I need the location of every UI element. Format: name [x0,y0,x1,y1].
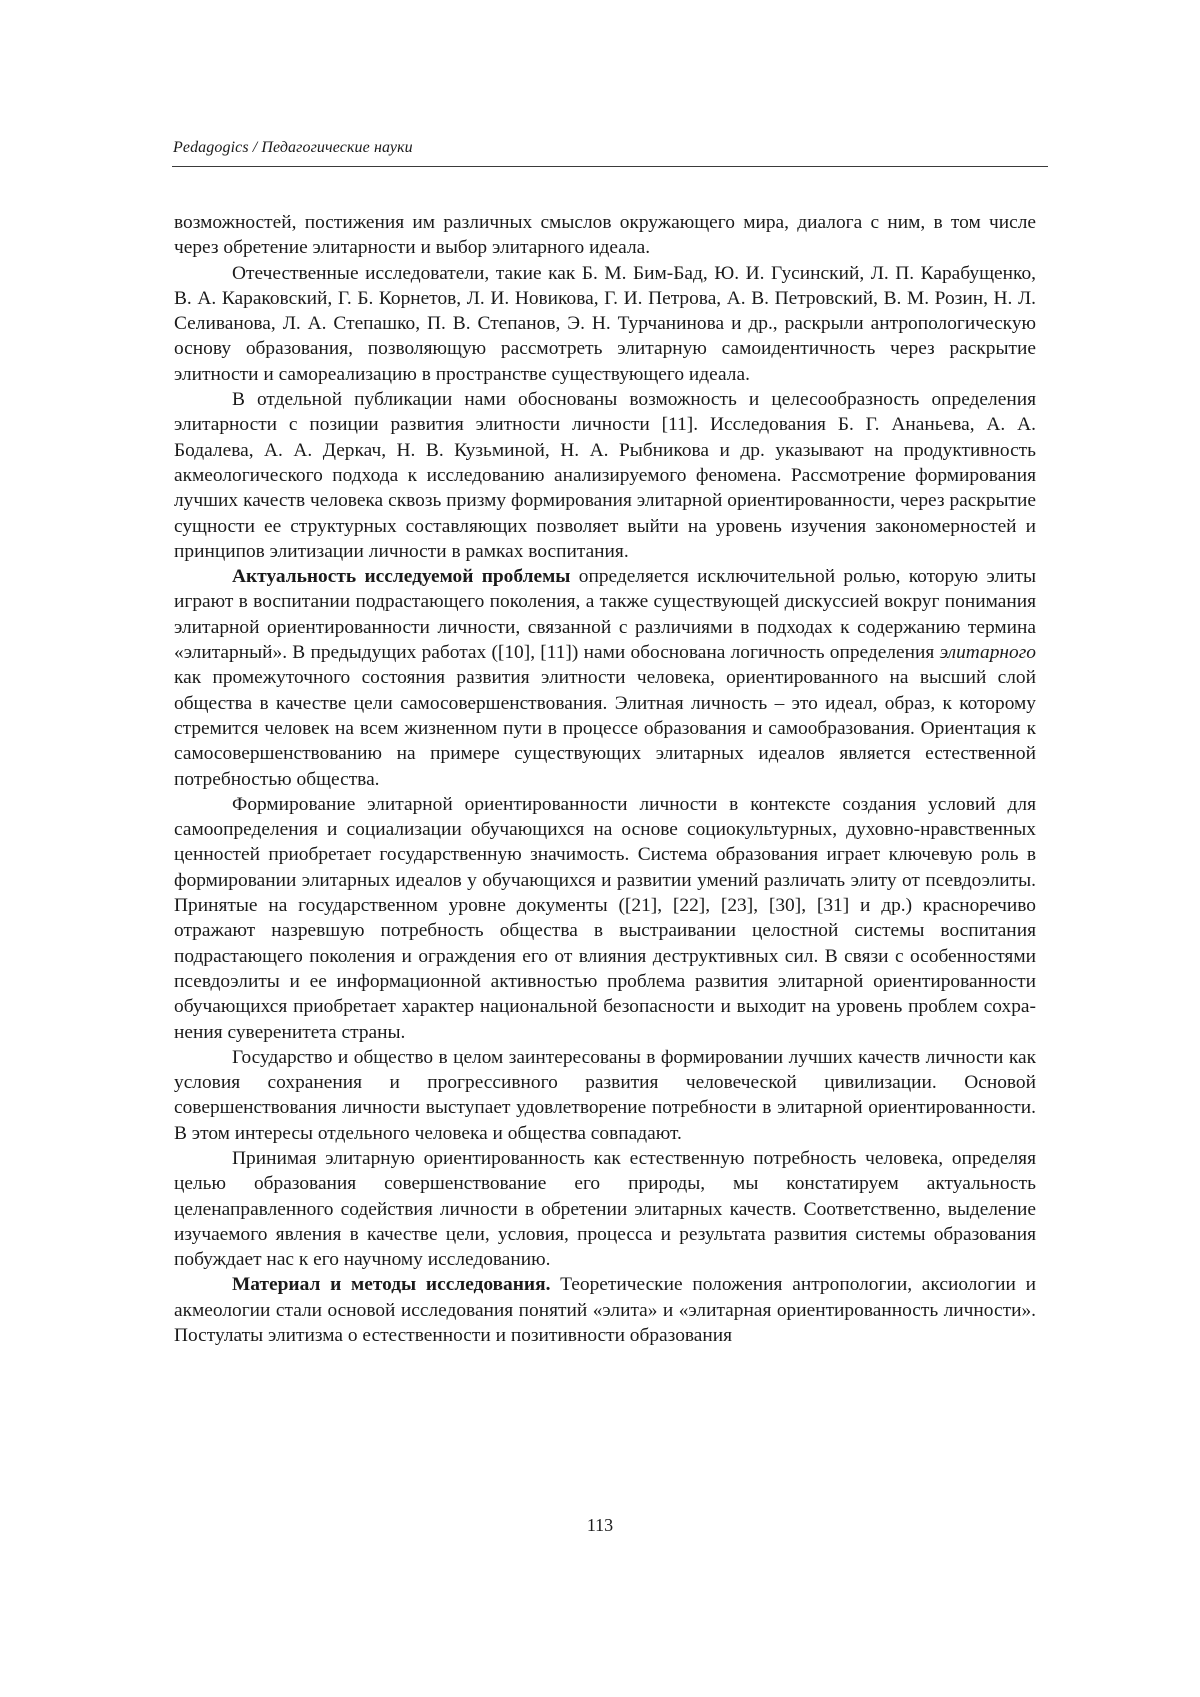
methods-text: Теоретические положения антропологии, аксиологии и акмеологии стали основой исследования понятий «элита» и «элитарная ориентированность личности». Постулаты элитизма о естественности и позитивности образования [174,1274,1036,1347]
relevance-text-part-1: определяется исключительной ролью, которую элиты играют в воспитании подрастающего поколения, а также существующей дискуссией вокруг понимания элитарной ориентированности личности, связанной с различиями в подходах к содержанию термина «элитарный». В предыдущих работах ([10], [11]) нами обоснована логичность определения [174,566,1037,664]
paragraph-2: Отечественные исследователи, такие как Б. М. Бим-Бад, Ю. И. Гусинский, Л. П. Карабущенко, В. А. Караковский, Г. Б. Корнетов, Л. И. Новикова, Г. И. Петрова, А. В. Петровский, В. М. Розин, Н. Л. Селиванова, Л. А. Степашко, П. В. Степанов, Э. Н. Турчанинова и др., раскрыли антропологическую основу образования, позволяющую рассмотреть элитарную самоидентичность через раскрытие элитности и самореализацию в пространстве существующего идеала. [174,262,1036,385]
methods-heading: Материал и методы исследования. [232,1274,551,1296]
paragraph-relevance [174,564,1036,792]
paragraph-5: Формирование элитарной ориентированности личности в контексте создания условий для самоопределения и социализации обучающихся на основе социокультурных, духовно-нравственных ценностей приобретает государственную значимость. Система образования играет ключевую роль в формировании элитарных идеалов у обучающихся и развитии умений различать элиту от псевдоэлиты. Принятые на государственном уровне документы ([21], [22], [23], [30], [31] и др.) красноречиво отражают назревшую потребность общества в выстраивании целостной системы воспитания подрастающего поколения и ограждения его от влияния деструктивных сил. В связи с особенностями псевдоэлиты и ее информационной активностью проблема развития элитарной ориентированности обучающихся приобретает характер национальной безопасности и выходит на уровень проблем сохранения суверенитета страны. [174,793,1036,1043]
paragraph-7: Принимая элитарную ориентированность как естественную потребность человека, определяя целью образования совершенствование его природы, мы констатируем актуальность целенаправленного содействия личности в обретении элитарных качеств. Соответственно, выделение изучаемого явления в качестве цели, условия, процесса и результата развития системы образования побуждает нас к его научному исследованию. [174,1147,1036,1271]
paragraph-6: Государство и общество в целом заинтересованы в формировании лучших качеств личности как условия сохранения и прогрессивного развития человеческой цивилизации. Основой совершенствования личности выступает удовлетворение потребности в элитарной ориентированности. В этом интересы отдельного человека и общества совпадают. [174,1046,1036,1144]
relevance-heading: Актуальность исследуемой проблемы [232,566,571,588]
article-body [174,210,1036,1348]
paragraph-methods [174,1272,1036,1348]
page-number: 113 [586,1515,614,1535]
relevance-italic-term: элитарного [939,642,1036,664]
relevance-text-part-2: как промежуточного состояния развития элитности человека, ориентированного на высший слой общества в качестве цели самосовершенствования. Элитная личность – это идеал, образ, к которому стремится человек на всем жизненном пути в процессе образования и самообразования. Ориентация к самосовершенствованию на примере существующих элитарных идеалов является естественной потребностью общества. [174,667,1036,790]
paragraph-3: В отдельной публикации нами обоснованы возможность и целесообразность определения элитарности с позиции развития элитности личности [11]. Исследования Б. Г. Ананьева, А. А. Бодалева, А. А. Деркач, Н. В. Кузьминой, Н. А. Рыбникова и др. указывают на продуктивность акмеологического подхода к исследованию анализируемого феномена. Рассмотрение формирования лучших качеств человека сквозь призму формирования элитарной ориентированности, через раскрытие сущности ее структурных составляющих позволяет выйти на уровень изучения закономерностей и принципов элитизации личности в рамках воспитания. [174,389,1036,562]
running-title: Pedagogics / Педагогические науки [173,139,413,156]
paragraph-1: возможностей, постижения им различных смыслов окружающего мира, диалога с ним, в том числе через обретение элитарности и выбор элитарного идеала. [174,212,1036,259]
header-rule [172,166,1048,167]
